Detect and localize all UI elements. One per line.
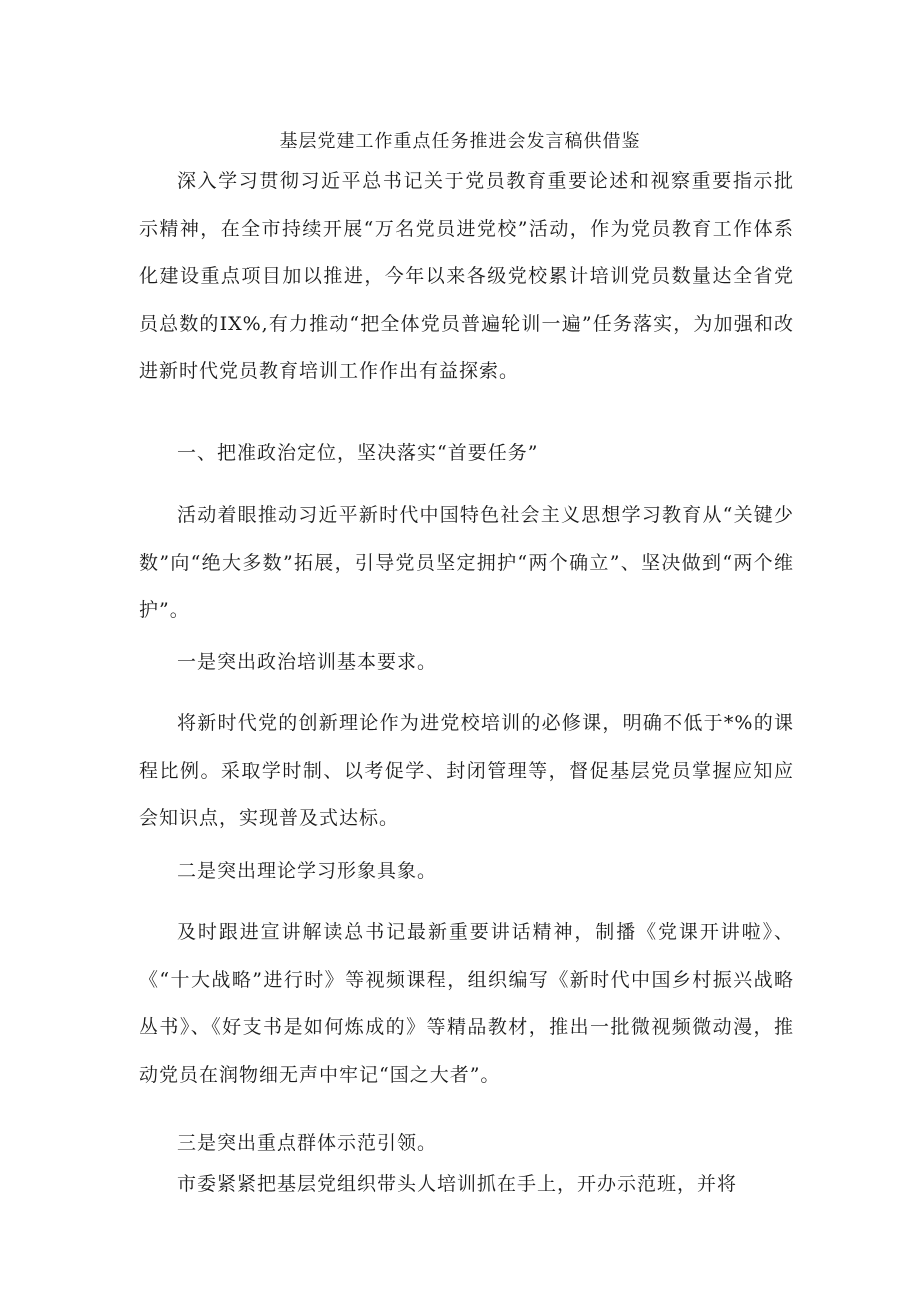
point-3-paragraph: 市委紧紧把基层党组织带头人培训抓在手上，开办示范班，并将: [177, 1173, 738, 1195]
point-1-paragraph: 将新时代党的创新理论作为进党校培训的必修课，明确不低于*%的课程比例。采取学时制、以考促学、封闭管理等，督促基层党员掌握应知应会知识点，实现普及式达标。: [139, 712, 794, 829]
point-3-heading: 三是突出重点群体示范引领。: [177, 1132, 438, 1154]
section-1-paragraph: 活动着眼推动习近平新时代中国特色社会主义思想学习教育从“关键少数”向“绝大多数”拓展，引导党员坚定拥护“两个确立”、坚决做到“两个维护”。: [139, 504, 794, 621]
point-1-heading: 一是突出政治培训基本要求。: [177, 651, 438, 673]
point-2-heading: 二是突出理论学习形象具象。: [177, 860, 438, 882]
document-title: 基层党建工作重点任务推进会发言稿供借鉴: [279, 131, 641, 152]
intro-paragraph: 深入学习贯彻习近平总书记关于党员教育重要论述和视察重要指示批示精神，在全市持续开展“万名党员进党校”活动，作为党员教育工作体系化建设重点项目加以推进，今年以来各级党校累计培训党员数量达全省党员总数的IX%,有力推动“把全体党员普遍轮训一遍”任务落实，为加强和改进新时代党员教育培训工作作出有益探索。: [139, 170, 794, 382]
point-2-paragraph: 及时跟进宣讲解读总书记最新重要讲话精神，制播《党课开讲啦》、《“十大战略”进行时》等视频课程，组织编写《新时代中国乡村振兴战略丛书》、《好支书是如何炼成的》等精品教材，推出一批微视频微动漫，推动党员在润物细无声中牢记“国之大者”。: [139, 921, 794, 1086]
section-1-heading: 一、把准政治定位，坚决落实“首要任务”: [177, 442, 539, 464]
